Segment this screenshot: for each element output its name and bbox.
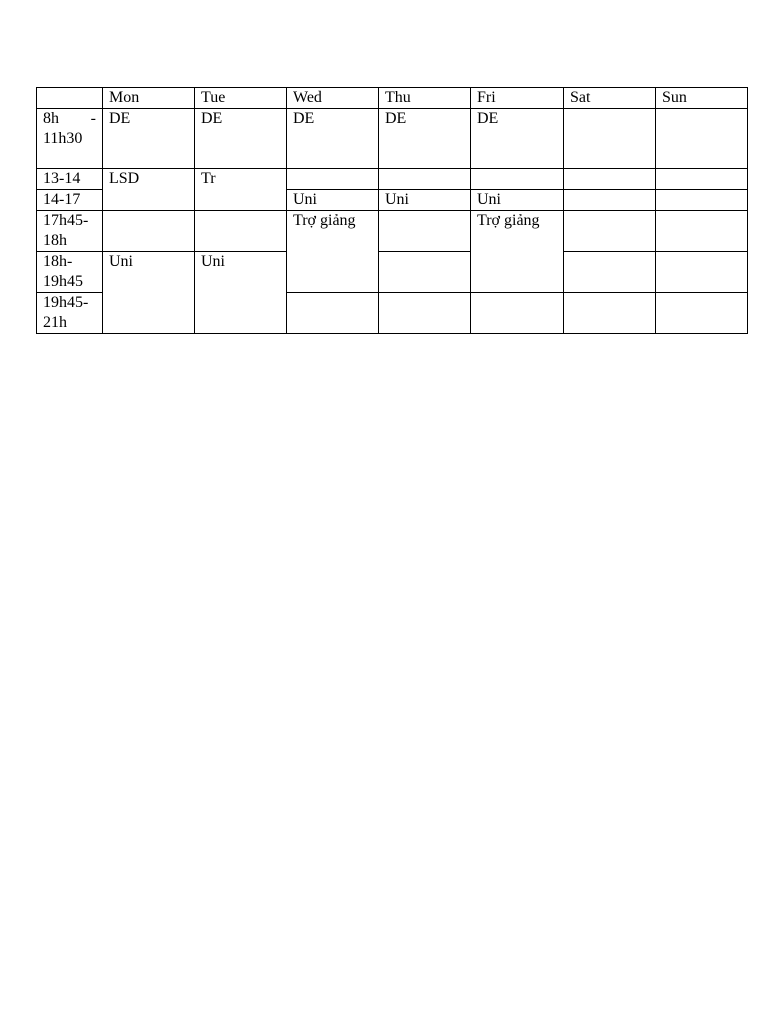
time-line-1: 17h45- — [43, 212, 89, 229]
cell-13-14-sat — [564, 169, 656, 190]
cell-morning-tue: DE — [195, 109, 287, 169]
row-17h45-18h — [37, 211, 748, 252]
cell-1745-sat — [564, 211, 656, 252]
row-13-14 — [37, 169, 748, 190]
cell-1745-tue — [195, 211, 287, 252]
cell-18-sat — [564, 252, 656, 293]
weekly-schedule-table — [36, 87, 748, 334]
time-line-1: 18h- — [43, 253, 73, 270]
time-line-1: 8h - — [43, 110, 96, 127]
cell-morning-mon: DE — [103, 109, 195, 169]
cell-13-14-fri — [471, 169, 564, 190]
cell-1745-1945-wed: Trợ giảng — [287, 211, 379, 293]
row-morning — [37, 109, 748, 169]
cell-13-17-mon: LSD — [103, 169, 195, 211]
cell-14-17-sat — [564, 190, 656, 211]
cell-morning-sun — [656, 109, 748, 169]
cell-1945-sat — [564, 293, 656, 334]
time-line-2: 19h45 — [43, 273, 83, 290]
cell-morning-thu: DE — [379, 109, 471, 169]
time-line-2: 11h30 — [43, 130, 83, 147]
cell-13-14-wed — [287, 169, 379, 190]
cell-14-17-fri: Uni — [471, 190, 564, 211]
time-cell-morning — [37, 109, 103, 169]
cell-morning-wed: DE — [287, 109, 379, 169]
day-header-wed: Wed — [287, 88, 379, 109]
time-cell-17h45-18h — [37, 211, 103, 252]
day-header-sun: Sun — [656, 88, 748, 109]
day-header-fri: Fri — [471, 88, 564, 109]
cell-morning-sat — [564, 109, 656, 169]
day-header-sat: Sat — [564, 88, 656, 109]
day-header-tue: Tue — [195, 88, 287, 109]
cell-18-thu — [379, 252, 471, 293]
header-row — [37, 88, 748, 109]
day-header-thu: Thu — [379, 88, 471, 109]
cell-1945-thu — [379, 293, 471, 334]
cell-1945-wed — [287, 293, 379, 334]
day-header-mon: Mon — [103, 88, 195, 109]
cell-1745-mon — [103, 211, 195, 252]
cell-13-14-thu — [379, 169, 471, 190]
cell-18-21-mon: Uni — [103, 252, 195, 334]
time-line-2: 21h — [43, 314, 67, 331]
row-18h-19h45 — [37, 252, 748, 293]
time-cell-19h45-21h — [37, 293, 103, 334]
time-cell-14-17: 14-17 — [37, 190, 103, 211]
time-cell-18h-19h45 — [37, 252, 103, 293]
corner-cell — [37, 88, 103, 109]
time-line-2: 18h — [43, 232, 67, 249]
cell-14-17-sun — [656, 190, 748, 211]
cell-18-21-tue: Uni — [195, 252, 287, 334]
cell-14-17-wed: Uni — [287, 190, 379, 211]
cell-1745-1945-fri: Trợ giảng — [471, 211, 564, 293]
cell-13-17-tue: Tr — [195, 169, 287, 211]
cell-1745-sun — [656, 211, 748, 252]
cell-13-14-sun — [656, 169, 748, 190]
cell-1745-thu — [379, 211, 471, 252]
cell-1945-fri — [471, 293, 564, 334]
time-line-1: 19h45- — [43, 294, 89, 311]
cell-1945-sun — [656, 293, 748, 334]
cell-morning-fri: DE — [471, 109, 564, 169]
cell-14-17-thu: Uni — [379, 190, 471, 211]
cell-18-sun — [656, 252, 748, 293]
time-cell-13-14: 13-14 — [37, 169, 103, 190]
